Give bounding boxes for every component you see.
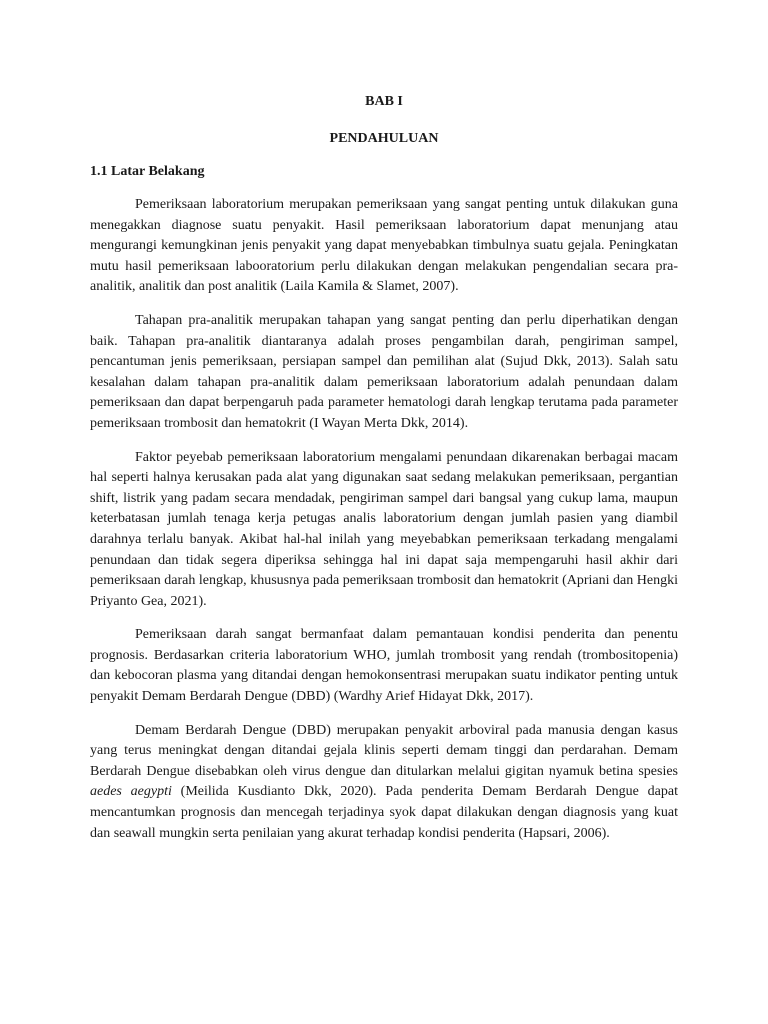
paragraph: Pemeriksaan darah sangat bermanfaat dalam pemantauan kondisi penderita dan penentu prognosis. Berdasarkan criteria laboratorium WHO, jumlah trombosit yang rendah (trombositopenia) dan kebocoran plasma yang ditandai dengan hemokonsentrasi merupakan suatu indikator penting untuk penyakit Demam Berdarah Dengue (DBD) (Wardhy Arief Hidayat Dkk, 2017). bbox=[90, 627, 678, 705]
chapter-number: BAB I bbox=[365, 94, 403, 109]
paragraph: Pemeriksaan laboratorium merupakan pemeriksaan yang sangat penting untuk dilakukan guna menegakkan diagnose suatu penyakit. Hasil pemeriksaan laboratorium dapat menunjang atau mengurangi kemungkinan jenis penyakit yang dapat menyebabkan timbulnya suatu gejala. Peningkatan mutu hasil pemeriksaan labooratorium perlu dilakukan dengan melakukan pengendalian secara pra-analitik, analitik dan post analitik (Laila Kamila & Slamet, 2007). bbox=[90, 197, 678, 295]
chapter-title: PENDAHULUAN bbox=[329, 131, 439, 146]
paragraph: Faktor peyebab pemeriksaan laboratorium mengalami penundaan dikarenakan berbagai macam hal seperti halnya kerusakan pada alat yang digunakan saat sedang melakukan pemeriksaan, pergantian shift, listrik yang padam secara mendadak, pengiriman sampel dari bangsal yang cukup lama, maupun keterbatasan jumlah tenaga kerja petugas analis laboratorium dengan jumlah pasien yang diambil darahnya terlalu banyak. Akibat hal-hal inilah yang meyebabkan pemeriksaan terkadang mengalami penundaan dan tidak segera diperiksa sehingga hal ini dapat saja mempengaruhi hasil akhir dari pemeriksaan darah lengkap, khususnya pada pemeriksaan trombosit dan hematokrit (Apriani dan Hengki Priyanto Gea, 2021). bbox=[90, 449, 678, 609]
paragraph-text: Demam Berdarah Dengue (DBD) merupakan penyakit arboviral pada manusia dengan kasus yang terus meningkat dengan ditandai gejala klinis seperti demam tinggi dan perdarahan. Demam Berdarah Dengue disebabkan oleh virus dengue dan ditularkan melalui gigitan nyamuk betina spesies bbox=[90, 722, 678, 779]
paragraph bbox=[90, 721, 678, 845]
document-page bbox=[90, 92, 678, 857]
paragraph-text: (Meilida Kusdianto Dkk, 2020). Pada penderita Demam Berdarah Dengue dapat mencantumkan prognosis dan mencegah terjadinya syok dapat dilakukan dengan diagnosis yang kuat dan seawall mungkin serta penilaian yang akurat terhadap kondisi penderita (Hapsari, 2006). bbox=[90, 784, 678, 841]
species-name: aedes aegypti bbox=[90, 784, 172, 800]
paragraph: Tahapan pra-analitik merupakan tahapan yang sangat penting dan perlu diperhatikan dengan baik. Tahapan pra-analitik diantaranya adalah proses pengambilan darah, pengiriman sampel, pencantuman jenis pemeriksaan, persiapan sampel dan pemilihan alat (Sujud Dkk, 2013). Salah satu kesalahan dalam tahapan pra-analitik dalam pemeriksaan laboratorium adalah penundaan dalam pemeriksaan dan dapat berpengaruh pada parameter hematologi darah lengkap terutama pada parameter pemeriksaan trombosit dan hematokrit (I Wayan Merta Dkk, 2014). bbox=[90, 312, 678, 431]
section-heading: 1.1 Latar Belakang bbox=[90, 164, 205, 179]
